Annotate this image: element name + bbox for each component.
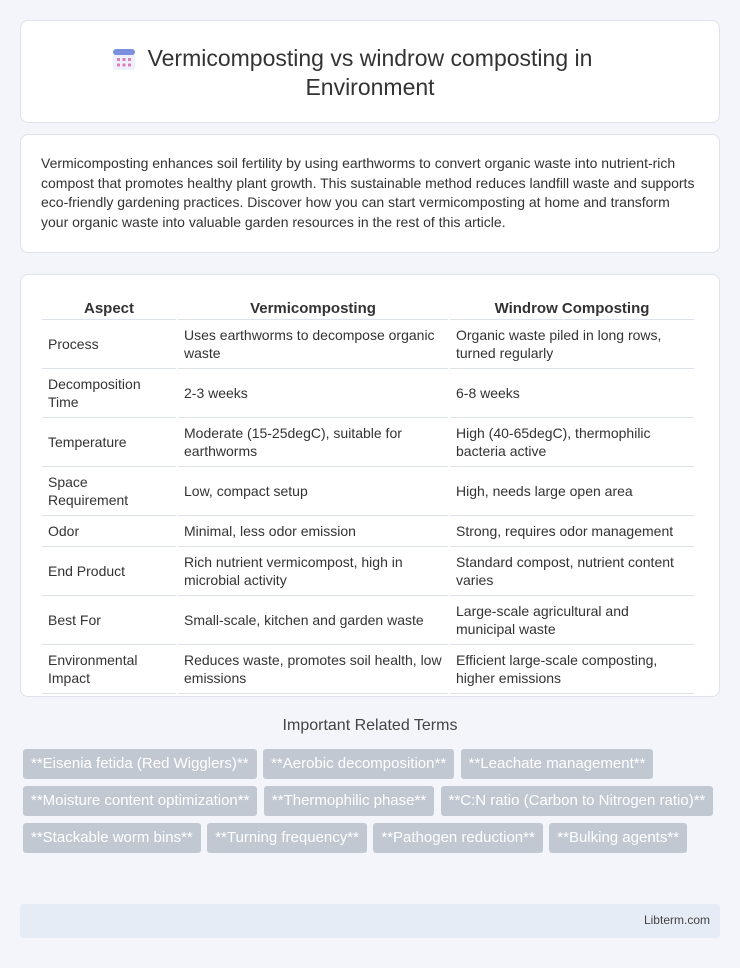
related-term-tag[interactable]: **Aerobic decomposition** <box>263 749 454 779</box>
table-cell: Standard compost, nutrient content varies <box>450 547 694 596</box>
table-cell: Strong, requires odor management <box>450 516 694 547</box>
page-title: Vermicomposting vs windrow composting in Environment <box>147 45 593 100</box>
comparison-table-card <box>20 274 720 697</box>
table-row <box>42 516 694 547</box>
table-cell: Efficient large-scale composting, higher emissions <box>450 645 694 694</box>
table-cell: High (40-65degC), thermophilic bacteria active <box>450 418 694 467</box>
table-cell: Rich nutrient vermicompost, high in microbial activity <box>178 547 448 596</box>
footer <box>20 904 720 938</box>
table-cell: Small-scale, kitchen and garden waste <box>178 596 448 645</box>
column-header-vermicomposting: Vermicomposting <box>178 294 448 320</box>
column-header-windrow: Windrow Composting <box>450 294 694 320</box>
related-term-tag[interactable]: **Stackable worm bins** <box>23 823 201 853</box>
table-cell: Temperature <box>42 418 176 467</box>
related-term-tag[interactable]: **Eisenia fetida (Red Wigglers)** <box>23 749 257 779</box>
table-cell: Moderate (15-25degC), suitable for earthworms <box>178 418 448 467</box>
table-header-row <box>42 294 694 320</box>
table-cell: High, needs large open area <box>450 467 694 516</box>
related-terms-list <box>23 749 723 860</box>
related-term-tag[interactable]: **Pathogen reduction** <box>373 823 542 853</box>
intro-card <box>20 134 720 253</box>
intro-text: Vermicomposting enhances soil fertility by using earthworms to convert organic waste into nutrient-rich compost that promotes healthy plant growth. This sustainable method reduces landfill waste and supports eco-friendly gardening practices. Discover how you can start vermicomposting at home and transform your organic waste into valuable garden resources in the rest of this article. <box>41 155 695 230</box>
related-term-tag[interactable]: **Bulking agents** <box>549 823 687 853</box>
table-cell: 2-3 weeks <box>178 369 448 418</box>
table-row <box>42 467 694 516</box>
table-cell: Minimal, less odor emission <box>178 516 448 547</box>
table-cell: Process <box>42 320 176 369</box>
table-row <box>42 418 694 467</box>
related-term-tag[interactable]: **Leachate management** <box>461 749 654 779</box>
related-term-tag[interactable]: **Turning frequency** <box>207 823 367 853</box>
related-terms-heading: Important Related Terms <box>282 717 458 734</box>
table-cell: Large-scale agricultural and municipal waste <box>450 596 694 645</box>
table-cell: Low, compact setup <box>178 467 448 516</box>
column-header-aspect: Aspect <box>42 294 176 320</box>
related-term-tag[interactable]: **C:N ratio (Carbon to Nitrogen ratio)** <box>441 786 714 816</box>
table-cell: Organic waste piled in long rows, turned regularly <box>450 320 694 369</box>
table-cell: Best For <box>42 596 176 645</box>
table-cell: Reduces waste, promotes soil health, low emissions <box>178 645 448 694</box>
table-cell: Odor <box>42 516 176 547</box>
title-card <box>20 20 720 123</box>
table-cell: 6-8 weeks <box>450 369 694 418</box>
table-row <box>42 596 694 645</box>
table-row <box>42 645 694 694</box>
table-row <box>42 320 694 369</box>
table-cell: Decomposition Time <box>42 369 176 418</box>
related-term-tag[interactable]: **Thermophilic phase** <box>264 786 434 816</box>
table-cell: Space Requirement <box>42 467 176 516</box>
footer-brand-link[interactable]: Libterm.com <box>643 913 710 927</box>
table-cell: End Product <box>42 547 176 596</box>
table-row <box>42 547 694 596</box>
related-term-tag[interactable]: **Moisture content optimization** <box>23 786 257 816</box>
table-row <box>42 369 694 418</box>
table-cell: Uses earthworms to decompose organic waste <box>178 320 448 369</box>
table-cell: Environmental Impact <box>42 645 176 694</box>
comparison-table <box>40 294 696 694</box>
